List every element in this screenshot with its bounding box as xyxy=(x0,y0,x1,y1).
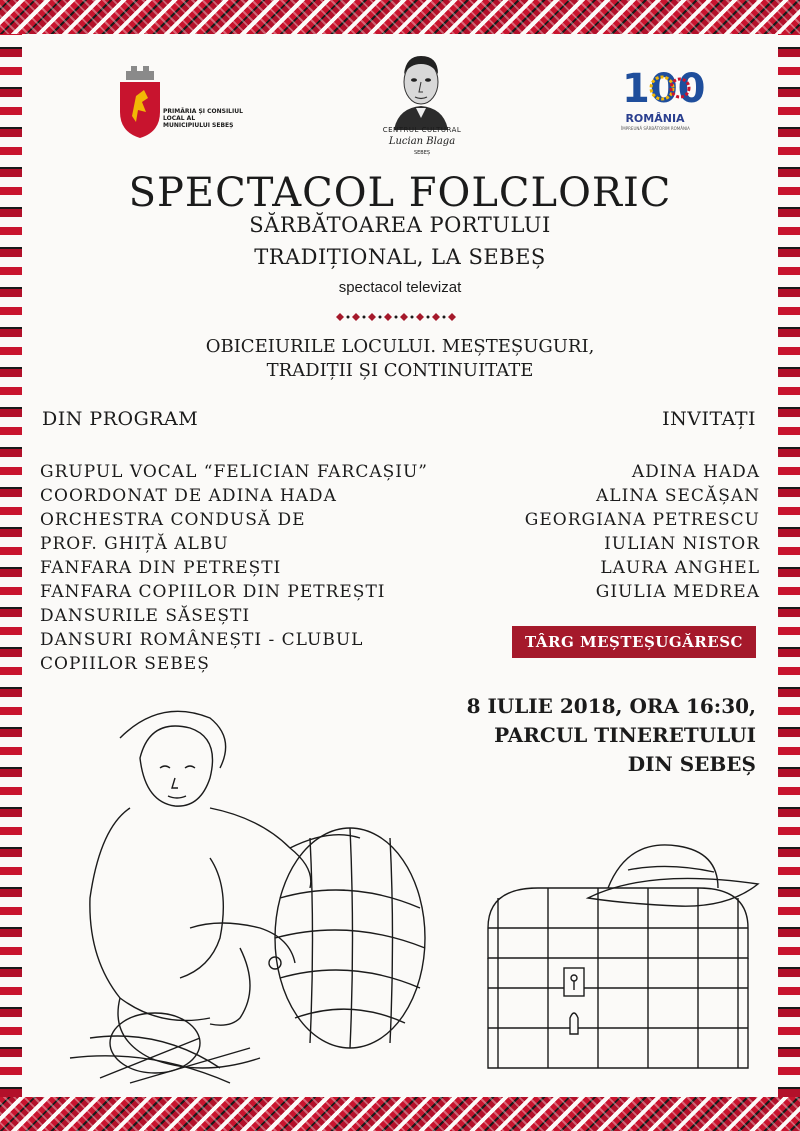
cultural-center-label: CENTRUL CULTURAL xyxy=(382,126,462,134)
cultural-center-name: Lucian Blaga xyxy=(388,136,456,147)
guest-item: LAURA ANGHEL xyxy=(600,558,760,578)
embroidery-border-left xyxy=(0,34,22,1097)
broadcast-note: spectacol televizat xyxy=(338,279,462,296)
theme-line-2: TRADIȚII ȘI CONTINUITATE xyxy=(266,360,534,381)
event-date-time: 8 IULIE 2018, ORA 16:30, xyxy=(466,694,756,718)
guest-item: IULIAN NISTOR xyxy=(604,534,760,554)
program-item: COORDONAT DE ADINA HADA xyxy=(40,486,337,506)
event-details xyxy=(436,692,756,779)
program-item: COPIILOR SEBEȘ xyxy=(40,654,210,674)
guest-item: GEORGIANA PETRESCU xyxy=(524,510,760,530)
guest-item: ALINA SECĂȘAN xyxy=(596,486,760,506)
centenary-country: ROMÂNIA xyxy=(625,112,685,125)
lucian-blaga-portrait-icon xyxy=(388,52,454,130)
woman-weaving-illustration-icon xyxy=(60,698,430,1088)
wooden-chest-hat-illustration-icon xyxy=(478,828,768,1078)
cultural-center-city: SEBEȘ xyxy=(413,150,431,156)
centenary-subtitle: ÎMPREUNĂ SĂRBĂTORIM ROMÂNIA xyxy=(621,126,690,131)
embroidery-border-right xyxy=(778,34,800,1097)
event-location-1: PARCUL TINERETULUI xyxy=(494,723,756,747)
program-item: DANSURI ROMÂNEȘTI - CLUBUL xyxy=(40,630,364,650)
municipality-label: PRIMĂRIA ȘI CONSILIUL LOCAL AL MUNICIPIULUI SEBEȘ xyxy=(163,108,243,129)
centenary-number: 100 xyxy=(622,66,706,112)
program-item: GRUPUL VOCAL “FELICIAN FARCAȘIU” xyxy=(40,462,428,482)
craft-fair-banner: TÂRG MEȘTEȘUGĂRESC xyxy=(512,626,756,658)
romania-centenary-logo-icon xyxy=(620,64,706,112)
embroidery-border-top xyxy=(0,0,800,34)
program-heading: DIN PROGRAM xyxy=(42,408,199,430)
program-item: FANFARA COPIILOR DIN PETREȘTI xyxy=(40,582,386,602)
program-item: FANFARA DIN PETREȘTI xyxy=(40,558,282,578)
guest-item: GIULIA MEDREA xyxy=(595,582,760,602)
guest-item: ADINA HADA xyxy=(631,462,760,482)
subtitle-line-1: SĂRBĂTOAREA PORTULUI xyxy=(249,213,551,237)
program-list xyxy=(40,460,480,676)
ornament-divider-icon xyxy=(330,308,470,326)
guests-list xyxy=(480,460,760,604)
program-item: ORCHESTRA CONDUSĂ DE xyxy=(40,510,306,530)
program-item: PROF. GHIȚĂ ALBU xyxy=(40,534,229,554)
event-location-2: DIN SEBEȘ xyxy=(627,752,756,776)
program-item: DANSURILE SĂSEȘTI xyxy=(40,606,251,626)
sebes-crest-icon xyxy=(118,66,162,138)
poster-title: SPECTACOL FOLCLORIC xyxy=(128,170,672,216)
theme-line-1: OBICEIURILE LOCULUI. MEȘTEȘUGURI, xyxy=(205,336,595,357)
guests-heading: INVITAȚI xyxy=(662,408,756,430)
subtitle-line-2: TRADIȚIONAL, LA SEBEȘ xyxy=(254,245,546,269)
embroidery-border-bottom xyxy=(0,1097,800,1131)
